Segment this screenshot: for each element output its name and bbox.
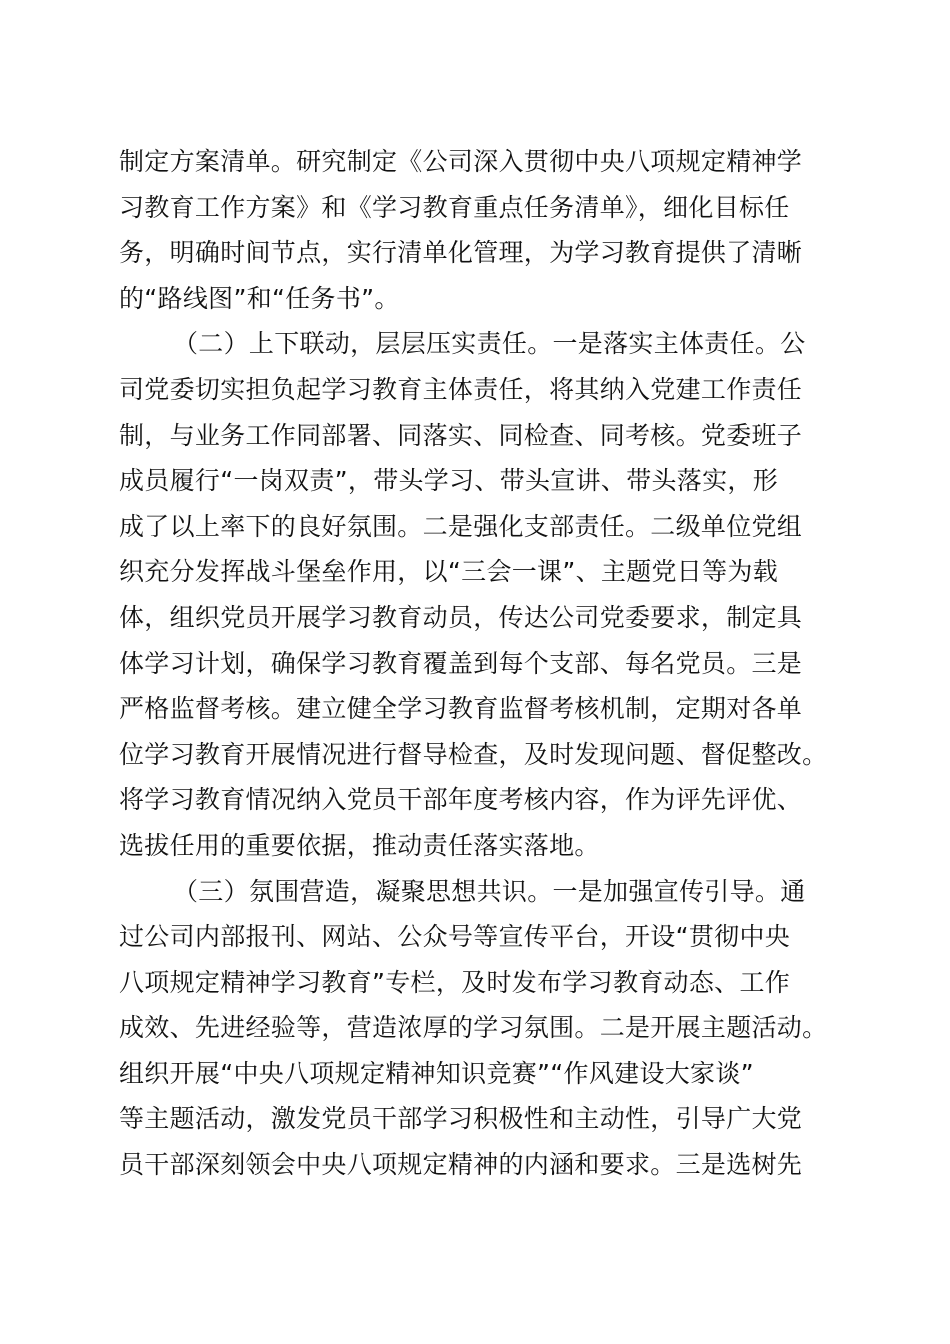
section-heading-line: （三）氛围营造，凝聚思想共识。一是加强宣传引导。通 bbox=[173, 876, 806, 906]
text-line: 将学习教育情况纳入党员干部年度考核内容，作为评先评优、 bbox=[119, 785, 803, 815]
text-line: 组织开展“中央八项规定精神知识竞赛”“作风建设大家谈” bbox=[119, 1058, 754, 1088]
text-line: 成效、先进经验等，营造浓厚的学习氛围。二是开展主题活动。 bbox=[119, 1013, 828, 1043]
document-body bbox=[119, 139, 849, 1188]
text-line: 体，组织党员开展学习教育动员，传达公司党委要求，制定具 bbox=[119, 602, 803, 632]
text-line: 等主题活动，激发党员干部学习积极性和主动性，引导广大党 bbox=[119, 1104, 803, 1134]
text-line: 过公司内部报刊、网站、公众号等宣传平台，开设“贯彻中央 bbox=[119, 922, 791, 952]
section-heading-line: （二）上下联动，层层压实责任。一是落实主体责任。公 bbox=[173, 329, 806, 359]
text-line: 成员履行“一岗双责”，带头学习、带头宣讲、带头落实，形 bbox=[119, 466, 779, 496]
text-line: 位学习教育开展情况进行督导检查，及时发现问题、督促整改。 bbox=[119, 739, 828, 769]
text-line: 务，明确时间节点，实行清单化管理，为学习教育提供了清晰 bbox=[119, 238, 803, 268]
text-line: 习教育工作方案》和《学习教育重点任务清单》，细化目标任 bbox=[119, 192, 790, 222]
text-line: 制定方案清单。研究制定《公司深入贯彻中央八项规定精神学 bbox=[119, 147, 803, 176]
text-line: 成了以上率下的良好氛围。二是强化支部责任。二级单位党组 bbox=[119, 511, 803, 541]
text-line: 体学习计划，确保学习教育覆盖到每个支部、每名党员。三是 bbox=[119, 648, 803, 678]
text-line: 司党委切实担负起学习教育主体责任，将其纳入党建工作责任 bbox=[119, 374, 803, 404]
text-line: 严格监督考核。建立健全学习教育监督考核机制，定期对各单 bbox=[119, 694, 803, 724]
text-line: 八项规定精神学习教育”专栏，及时发布学习教育动态、工作 bbox=[119, 967, 791, 997]
text-line: 员干部深刻领会中央八项规定精神的内涵和要求。三是选树先 bbox=[119, 1150, 803, 1180]
text-line: 的“路线图”和“任务书”。 bbox=[119, 283, 400, 313]
text-line: 制，与业务工作同部署、同落实、同检查、同考核。党委班子 bbox=[119, 420, 803, 450]
text-line: 选拔任用的重要依据，推动责任落实落地。 bbox=[119, 830, 600, 860]
text-line: 织充分发挥战斗堡垒作用，以“三会一课”、主题党日等为载 bbox=[119, 557, 779, 587]
